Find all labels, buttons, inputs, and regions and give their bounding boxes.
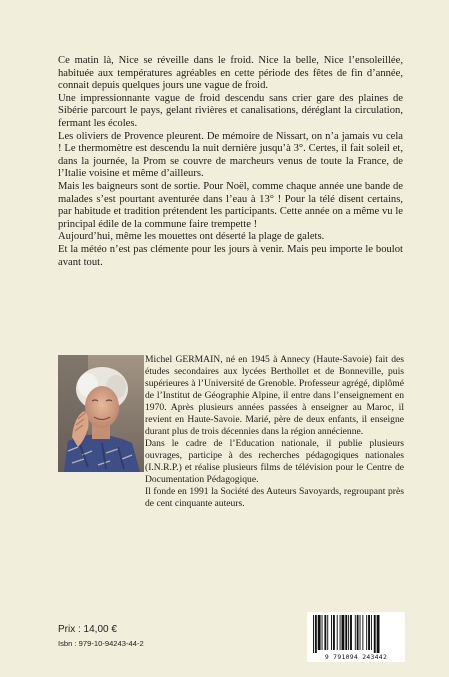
- synopsis-paragraph: Aujourd’hui, même les mouettes ont déserté la plage de galets.: [58, 231, 325, 243]
- price-label: Prix : 14,00 €: [58, 624, 117, 635]
- isbn-label: Isbn : 979-10-94243-44-2: [58, 639, 144, 648]
- synopsis-paragraph: Ce matin là, Nice se réveille dans le froid. Nice la belle, Nice l’ensoleillée, habituée aux températures agréables en cette période des fêtes de fin d’année, connait depuis quelques jours une vague de froid.: [58, 55, 403, 92]
- barcode-bars: [307, 612, 405, 654]
- synopsis-paragraph: Une impressionnante vague de froid descendu sans crier gare des plaines de Sibérie parcourt le pays, gelant rivières et canalisations, déréglant la circulation, fermant les écoles.: [58, 92, 403, 129]
- isbn-barcode: [307, 612, 405, 662]
- synopsis-paragraph: Mais les baigneurs sont de sortie. Pour Noël, comme chaque année une bande de malades s’est pourtant aventurée dans l’eau à 13° ! Pour la télé disent certains, par habitude et tradition prétendent les participants. Cette année on a même vu le principal édile de la commune faire trempette !: [58, 180, 403, 230]
- bio-paragraph: Dans le cadre de l’Education nationale, il publie plusieurs ouvrages, participe à des recherches pédagogiques nationales (I.N.R.P.) et réalise plusieurs films de télévision pour le Centre de Documentation Pédagogique.: [145, 438, 404, 485]
- author-bio: [145, 354, 404, 510]
- synopsis-paragraph: Les oliviers de Provence pleurent. De mémoire de Nissart, on n’a jamais vu cela ! Le thermomètre est descendu la nuit dernière jusqu’à 3°. Certes, il fait soleil et, dans la journée, la Prom se couvre de marcheurs venus de toute la France, de l’Italie voisine et même d’ailleurs.: [58, 130, 403, 180]
- bio-paragraph: Michel GERMAIN, né en 1945 à Annecy (Haute-Savoie) fait des études secondaires aux lycées Berthollet et de Bonneville, puis supérieures à l’Université de Grenoble. Professeur agrégé, diplômé de l’Institut de Géographie Alpine, il entre dans l’enseignement en 1970. Après plusieurs années passées à enseigner au Maroc, il revient en Haute-Savoie. Marié, père de deux enfants, il enseigne durant plus de trois décennies dans la région annécienne.: [145, 354, 404, 437]
- author-photo: [58, 355, 144, 472]
- bio-paragraph: Il fonde en 1991 la Société des Auteurs Savoyards, regroupant près de cent cinquante auteurs.: [145, 486, 404, 509]
- synopsis-text: [58, 55, 403, 269]
- synopsis-paragraph: Et la météo n’est pas clémente pour les jours à venir. Mais peu importe le boulot avant tout.: [58, 243, 403, 268]
- barcode-digits: 9 791094 243442: [324, 653, 388, 661]
